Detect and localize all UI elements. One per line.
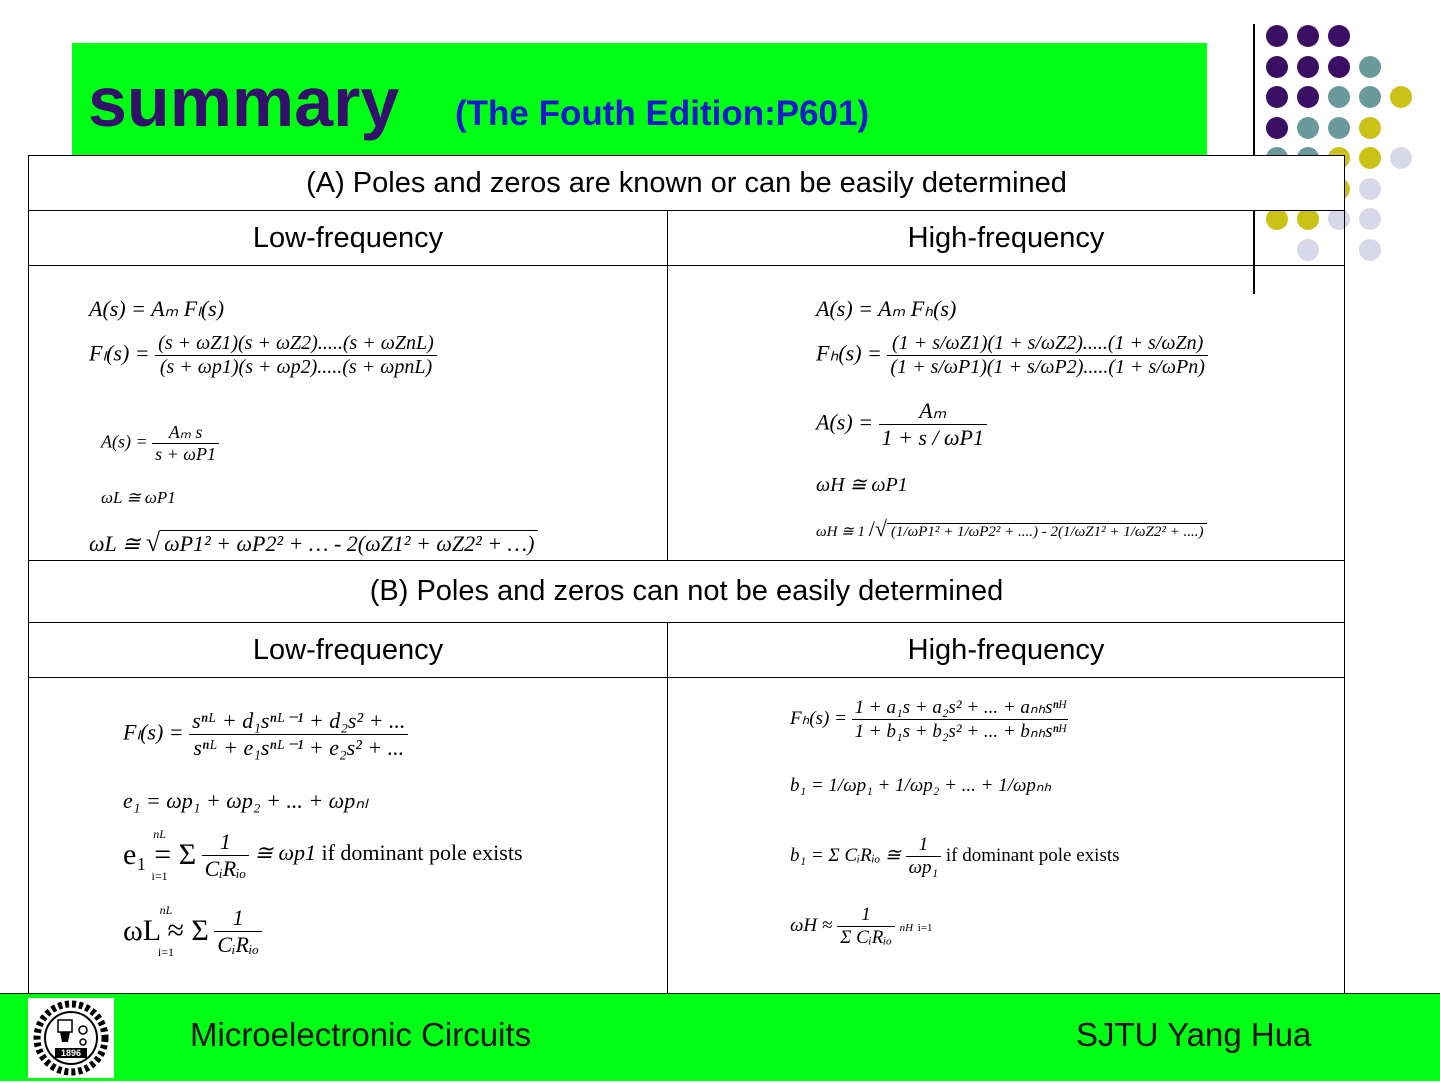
formula-b-low-e1-sum: nL e₁ = Σ i=1 $\frac{1}{\text{CᵢRᵢₒ}}$ ≅ ωp1 if dominant pole exists [123,827,523,883]
formula-b-low-e1: e₁ = ωp₁ + ωp₂ + ... + ωpₙₗ [123,788,368,813]
page-subtitle: (The Fouth Edition:P601) [455,94,870,133]
formula-b-low-fl: Fₗ(s) = $\frac{\text{sⁿᴸ + d₁sⁿᴸ⁻¹ + d₂s² + ...}}{\text{sⁿᴸ + e₁sⁿᴸ⁻¹ + e₂s² + ...}}$ [123,708,408,761]
decorative-dot [1359,208,1381,230]
formula-b-high-fh: Fₕ(s) = $\frac{\text{1 + a₁s + a₂s² + ... + aₙₕsⁿᴴ}}{\text{1 + b₁s + b₂s² + ... + bₙₕsⁿᴴ}}$ [790,696,1068,743]
svg-text:1896: 1896 [60,1048,82,1058]
decorative-dot [1359,147,1381,169]
footer-author: SJTU Yang Hua [1076,1016,1312,1053]
col-high-frequency-a: High-frequency [668,211,1345,266]
decorative-dot [1297,56,1319,78]
formula-cell-b-high [668,678,1345,999]
page-title: summary [88,63,400,141]
formula-a-low-wl1: ωL ≅ ωP1 [101,488,176,507]
decorative-dot [1266,25,1288,47]
decorative-dot [1359,117,1381,139]
formula-cell-a-low [29,266,668,561]
decorative-dot [1297,117,1319,139]
decorative-dot [1297,86,1319,108]
decorative-dot [1390,86,1412,108]
formula-a-low-fl: Fₗ(s) = $\frac{\text{(s + ωZ1)(s + ωZ2).....(s + ωZnL)}}{\text{(s + ωp1)(s + ωp2).....(s + ωpnL)}}$ [89,332,437,379]
gear-logo-icon [28,998,114,1078]
decorative-dot [1328,117,1350,139]
decorative-dot [1359,86,1381,108]
section-b-heading: (B) Poles and zeros can not be easily determined [29,561,1345,623]
decorative-dot [1359,239,1381,261]
formula-cell-a-high [668,266,1345,561]
formula-a-high-as: A(s) = $\frac{\text{Aₘ}}{1 + s / \omega P1}$ [816,398,987,451]
section-a-heading: (A) Poles and zeros are known or can be easily determined [29,156,1345,211]
decorative-dot [1328,86,1350,108]
decorative-dot [1266,56,1288,78]
decorative-dot [1328,56,1350,78]
footer-course-title: Microelectronic Circuits [190,1016,532,1053]
decorative-dot [1266,117,1288,139]
fl-denominator: (s + ωp1)(s + ωp2).....(s + ωpnL) [159,356,433,378]
decorative-dot [1297,25,1319,47]
formula-a-low-wl2: ωL ≅ √ ωP1² + ωP2² + … - 2(ωZ1² + ωZ2² + …) [89,528,538,558]
formula-b-low-wl: nL ωL ≈ Σ i=1 $\frac{1}{\text{CᵢRᵢₒ}}$ [123,904,262,958]
decorative-dot [1328,25,1350,47]
formula-b-high-b1: b₁ = 1/ωp₁ + 1/ωp₂ + ... + 1/ωpₙₕ [790,775,1052,796]
fl-numerator: (s + ωZ1)(s + ωZ2).....(s + ωZnL) [155,332,437,356]
decorative-dot [1266,86,1288,108]
formula-a-low-as: A(s) = $\frac{\text{Aₘ s}}{s + \omega P1}$ [101,422,219,465]
decorative-dot [1359,178,1381,200]
formula-a-high-fh: Fₕ(s) = $\frac{\text{(1 + s/ωZ1)(1 + s/ωZ2).....(1 + s/ωZn)}}{\text{(1 + s/ωP1)(1 + s/ωP2).....(1 + s/ωPn)}}$ [816,332,1208,379]
formula-b-high-b1-sum: b₁ = Σ CᵢRᵢₒ ≅ $\frac{1}{\text{ωp₁}}$ if dominant pole exists [790,834,1120,878]
col-low-frequency-a: Low-frequency [29,211,668,266]
formula-cell-b-low [29,678,668,999]
decorative-dot [1390,147,1412,169]
footer-bar [0,993,1440,1081]
formula-a-high-wh2: ωH ≅ 1 /√ (1/ωP1² + 1/ωP2² + ....) - 2(1/ωZ1² + 1/ωZ2² + ....) [816,516,1207,542]
university-logo [28,998,114,1078]
formula-a-high-1: A(s) = Aₘ Fₕ(s) [816,296,957,321]
formula-a-low-1: A(s) = Aₘ Fₗ(s) [89,296,225,321]
formula-a-high-wh1: ωH ≅ ωP1 [816,474,908,496]
decorative-dot [1359,56,1381,78]
summary-table [28,155,1345,999]
col-high-frequency-b: High-frequency [668,623,1345,678]
col-low-frequency-b: Low-frequency [29,623,668,678]
formula-b-high-wh: ωH ≈ $\frac{1}{\text{Σ CᵢRᵢₒ}}$ nH i=1 [790,904,933,948]
